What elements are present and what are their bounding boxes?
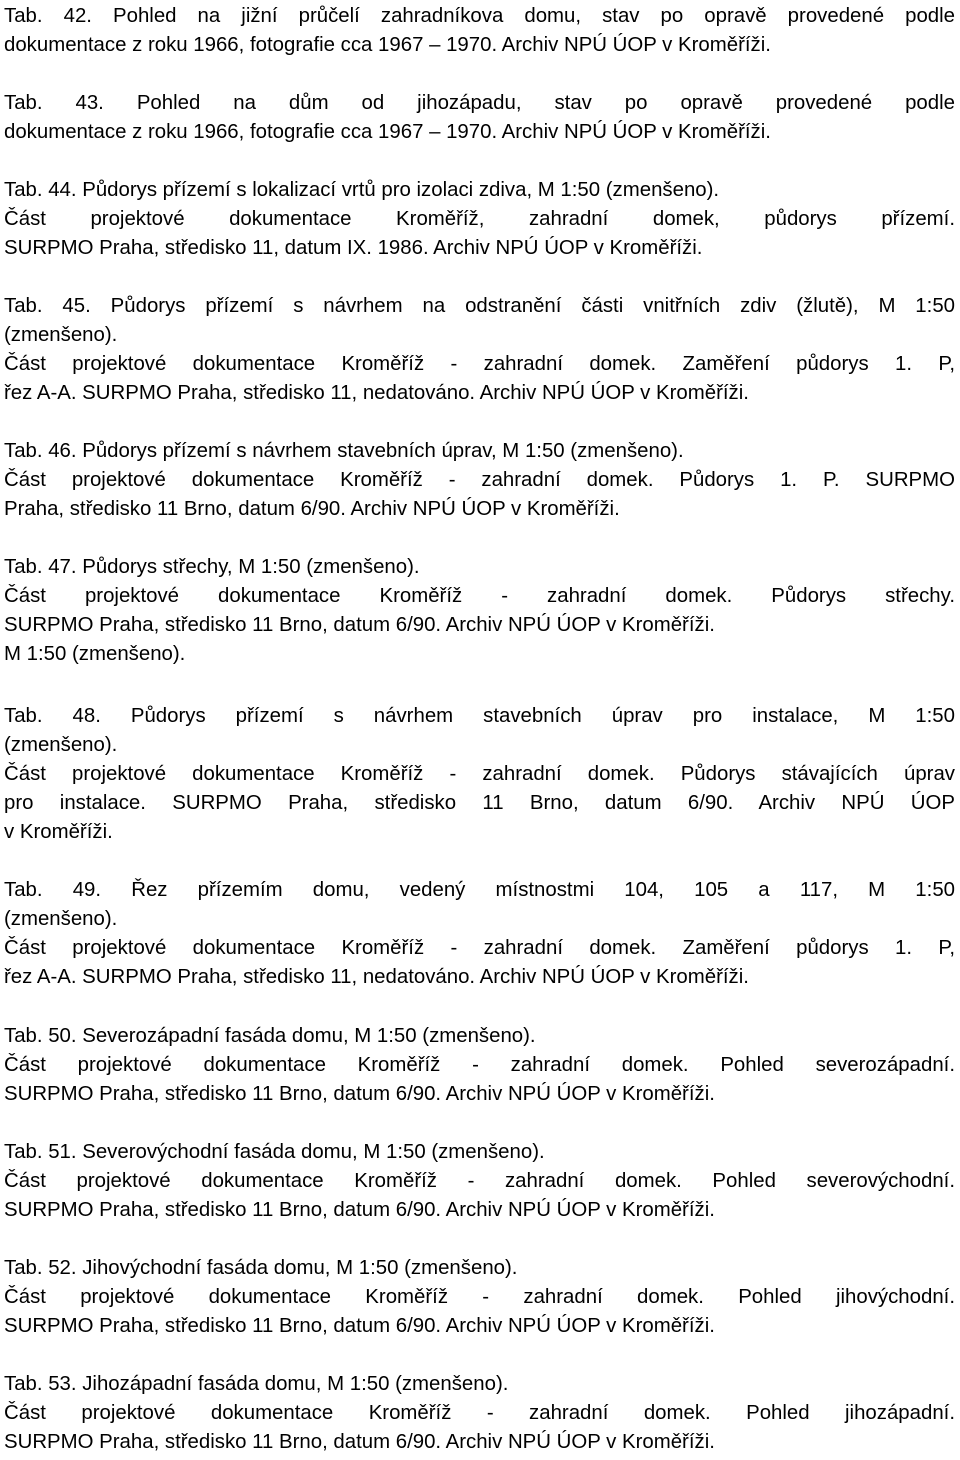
caption-line: Praha, středisko 11 Brno, datum 6/90. Archiv NPÚ ÚOP v Kroměříži. — [4, 498, 620, 520]
caption-line: Tab. 46. Půdorys přízemí s návrhem stavebních úprav, M 1:50 (zmenšeno). — [4, 440, 684, 462]
caption-tab-49 — [4, 876, 955, 992]
caption-line: Část projektové dokumentace Kroměříž - zahradní domek. Pohled severovýchodní. — [4, 1170, 955, 1192]
caption-line: SURPMO Praha, středisko 11 Brno, datum 6/90. Archiv NPÚ ÚOP v Kroměříži. — [4, 1199, 715, 1221]
caption-line: Část projektové dokumentace Kroměříž - zahradní domek. Půdorys střechy. — [4, 585, 955, 607]
caption-line: dokumentace z roku 1966, fotografie cca 1967 – 1970. Archiv NPÚ ÚOP v Kroměříži. — [4, 121, 771, 143]
caption-line: Tab. 42. Pohled na jižní průčelí zahradníkova domu, stav po opravě provedené podle — [4, 5, 955, 27]
caption-line: Tab. 48. Půdorys přízemí s návrhem stavebních úprav pro instalace, M 1:50 — [4, 705, 955, 727]
caption-line: Část projektové dokumentace Kroměříž - zahradní domek. Pohled jihozápadní. — [4, 1402, 955, 1424]
caption-line: Tab. 53. Jihozápadní fasáda domu, M 1:50 (zmenšeno). — [4, 1373, 509, 1395]
caption-line: Část projektové dokumentace Kroměříž - zahradní domek. Zaměření půdorys 1. P, — [4, 353, 955, 375]
caption-line: SURPMO Praha, středisko 11 Brno, datum 6/90. Archiv NPÚ ÚOP v Kroměříži. — [4, 614, 715, 636]
caption-line: řez A-A. SURPMO Praha, středisko 11, nedatováno. Archiv NPÚ ÚOP v Kroměříži. — [4, 382, 749, 404]
caption-line: Tab. 43. Pohled na dům od jihozápadu, stav po opravě provedené podle — [4, 92, 955, 114]
caption-line: dokumentace z roku 1966, fotografie cca 1967 – 1970. Archiv NPÚ ÚOP v Kroměříži. — [4, 34, 771, 56]
caption-line: Část projektové dokumentace Kroměříž - zahradní domek. Půdorys stávajících úprav — [4, 763, 955, 785]
caption-line: (zmenšeno). — [4, 734, 118, 756]
caption-line: SURPMO Praha, středisko 11, datum IX. 1986. Archiv NPÚ ÚOP v Kroměříži. — [4, 237, 703, 259]
caption-line: SURPMO Praha, středisko 11 Brno, datum 6/90. Archiv NPÚ ÚOP v Kroměříži. — [4, 1083, 715, 1105]
caption-line: Tab. 45. Půdorys přízemí s návrhem na odstranění části vnitřních zdiv (žlutě), M 1:50 — [4, 295, 955, 317]
caption-line: Část projektové dokumentace Kroměříž, zahradní domek, půdorys přízemí. — [4, 208, 955, 230]
caption-line: Tab. 51. Severovýchodní fasáda domu, M 1:50 (zmenšeno). — [4, 1141, 545, 1163]
caption-line: pro instalace. SURPMO Praha, středisko 11 Brno, datum 6/90. Archiv NPÚ ÚOP — [4, 792, 955, 814]
caption-line: SURPMO Praha, středisko 11 Brno, datum 6/90. Archiv NPÚ ÚOP v Kroměříži. — [4, 1315, 715, 1337]
caption-tab-50 — [4, 1022, 955, 1109]
caption-tab-52 — [4, 1254, 955, 1341]
caption-tab-44 — [4, 176, 955, 263]
caption-line: M 1:50 (zmenšeno). — [4, 643, 186, 665]
caption-tab-48 — [4, 702, 955, 847]
caption-line: Část projektové dokumentace Kroměříž - zahradní domek. Zaměření půdorys 1. P, — [4, 937, 955, 959]
caption-line: Část projektové dokumentace Kroměříž - zahradní domek. Půdorys 1. P. SURPMO — [4, 469, 955, 491]
caption-line: Tab. 52. Jihovýchodní fasáda domu, M 1:50 (zmenšeno). — [4, 1257, 518, 1279]
caption-tab-43 — [4, 89, 955, 147]
caption-line: Část projektové dokumentace Kroměříž - zahradní domek. Pohled jihovýchodní. — [4, 1286, 955, 1308]
caption-line: (zmenšeno). — [4, 324, 118, 346]
caption-line: řez A-A. SURPMO Praha, středisko 11, nedatováno. Archiv NPÚ ÚOP v Kroměříži. — [4, 966, 749, 988]
caption-tab-45 — [4, 292, 955, 408]
caption-tab-51 — [4, 1138, 955, 1225]
caption-line: SURPMO Praha, středisko 11 Brno, datum 6/90. Archiv NPÚ ÚOP v Kroměříži. — [4, 1431, 715, 1453]
caption-line: Tab. 47. Půdorys střechy, M 1:50 (zmenšeno). — [4, 556, 420, 578]
caption-line: Tab. 44. Půdorys přízemí s lokalizací vrtů pro izolaci zdiva, M 1:50 (zmenšeno). — [4, 179, 720, 201]
caption-tab-47 — [4, 553, 955, 669]
caption-line: (zmenšeno). — [4, 908, 118, 930]
caption-tab-53 — [4, 1370, 955, 1457]
caption-tab-42 — [4, 2, 955, 60]
caption-line: Tab. 49. Řez přízemím domu, vedený místnostmi 104, 105 a 117, M 1:50 — [4, 879, 955, 901]
caption-line: Část projektové dokumentace Kroměříž - zahradní domek. Pohled severozápadní. — [4, 1054, 955, 1076]
caption-line: Tab. 50. Severozápadní fasáda domu, M 1:50 (zmenšeno). — [4, 1025, 536, 1047]
caption-line: v Kroměříži. — [4, 821, 113, 843]
caption-tab-46 — [4, 437, 955, 524]
